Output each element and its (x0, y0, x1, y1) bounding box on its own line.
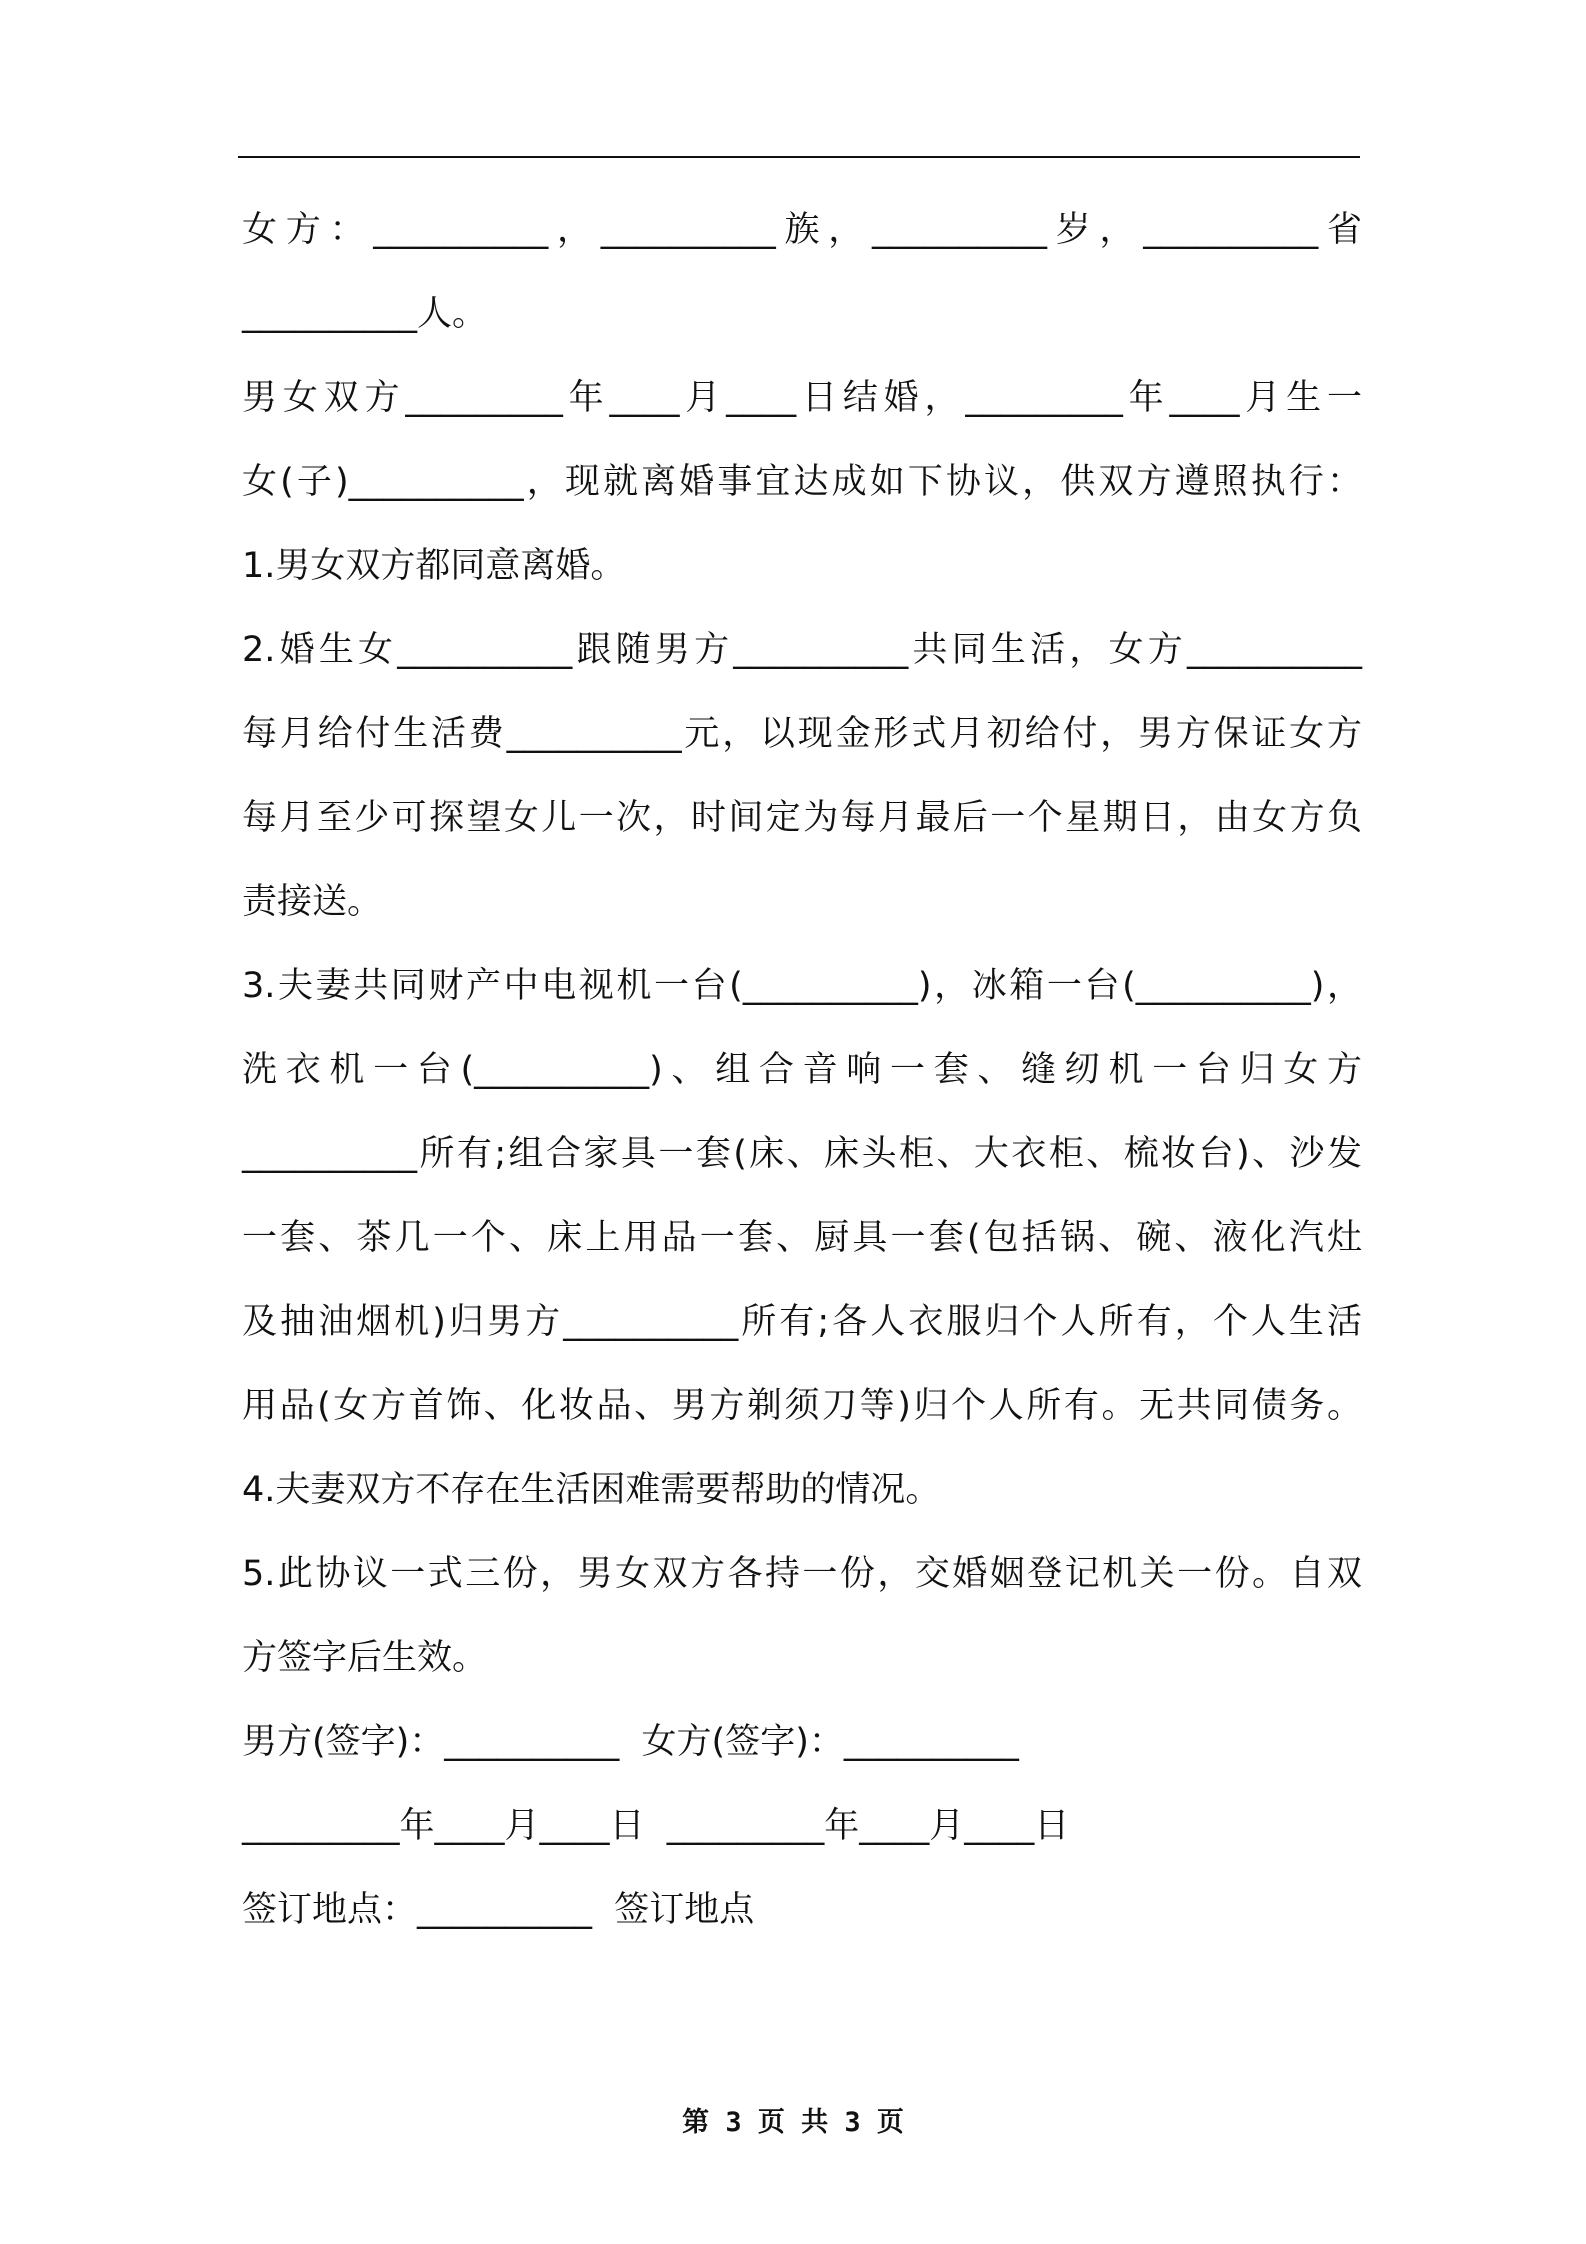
text-line-clause-2c: 每月至少可探望女儿一次，时间定为每月最后一个星期日，由女方负 (242, 798, 1362, 838)
text-line-clause-2a: 2.婚生女__________跟随男方__________共同生活，女方__________ (242, 630, 1362, 670)
text-line-clause-5a: 5.此协议一式三份，男女双方各持一份，交婚姻登记机关一份。自双 (242, 1554, 1362, 1594)
text-line-female-party: 女方：__________，__________族，__________岁，__________省 (242, 210, 1362, 250)
text-line-clause-3c: __________所有;组合家具一套(床、床头柜、大衣柜、梳妆台)、沙发 (242, 1134, 1362, 1174)
signature-date-line: _________年____月____日 _________年____月____日 (242, 1806, 1070, 1846)
text-line-agreement-intro: 女(子)__________，现就离婚事宜达成如下协议，供双方遵照执行： (242, 462, 1362, 502)
text-line-clause-3a: 3.夫妻共同财产中电视机一台(__________)，冰箱一台(__________)， (242, 966, 1362, 1006)
text-line-clause-2b: 每月给付生活费__________元，以现金形式月初给付，男方保证女方 (242, 714, 1362, 754)
text-line-clause-3b: 洗衣机一台(__________)、组合音响一套、缝纫机一台归女方 (242, 1050, 1362, 1090)
text-line-clause-3d: 一套、茶几一个、床上用品一套、厨具一套(包括锅、碗、液化汽灶 (242, 1218, 1362, 1258)
text-line-clause-2d: 责接送。 (242, 882, 383, 922)
signing-place-line: 签订地点：__________ 签订地点 (242, 1890, 755, 1930)
text-line-clause-4: 4.夫妻双方不存在生活困难需要帮助的情况。 (242, 1470, 941, 1510)
header-rule (238, 156, 1360, 158)
text-line-clause-5b: 方签字后生效。 (242, 1638, 488, 1678)
text-line-female-origin: __________人。 (242, 294, 488, 334)
page-number-footer: 第 3 页 共 3 页 (682, 2107, 904, 2138)
signature-line: 男方(签字)：__________ 女方(签字)：__________ (242, 1722, 1019, 1762)
text-line-clause-1: 1.男女双方都同意离婚。 (242, 546, 626, 586)
text-line-clause-3f: 用品(女方首饰、化妆品、男方剃须刀等)归个人所有。无共同债务。 (242, 1386, 1362, 1426)
text-line-marriage-date: 男女双方_________年____月____日结婚，_________年____月生一 (242, 378, 1362, 418)
text-line-clause-3e: 及抽油烟机)归男方__________所有;各人衣服归个人所有，个人生活 (242, 1302, 1362, 1342)
